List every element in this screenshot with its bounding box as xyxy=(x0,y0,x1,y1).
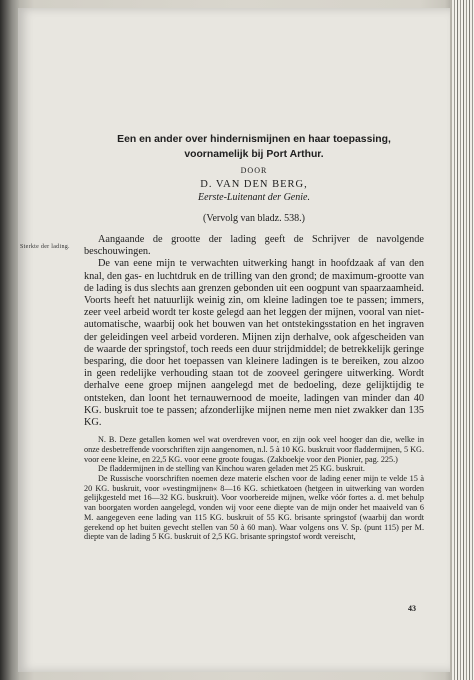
continuation-note: (Vervolg van bladz. 538.) xyxy=(203,213,305,224)
title-line-2: voornamelijk bij Port Arthur. xyxy=(184,149,324,160)
footnote: N. B. Deze getallen komen wel wat overdreven voor, en zijn ook veel hooger dan die, welke in onze desbetreffende voorschriften zijn aangenomen, n.l. 5 à 10 KG. buskruit voor fladdermijnen, 5 KG. voor eene kleine, en 22,5 KG. voor eene groote fougas. (Zakboekje voor den Pionier, pag. 225.) xyxy=(84,435,424,464)
author-name: D. VAN DEN BERG, xyxy=(200,179,308,190)
paragraph: Aangaande de grootte der lading geeft de Schrijver de navolgende beschouwingen. xyxy=(84,234,424,258)
footnote: De Russische voorschriften noemen deze materie elschen voor de lading eener mijn te velde 15 à 20 KG. buskruit, voor »vestingmijnen« 8—16 KG. schietkatoen (hetgeen in uitwerking van worden gelijkgesteld met 16—32 KG. buskruit). Voor voorbereide mijnen, welke vóór fortes a. d. met behulp van boorgaten worden aangelegd, vonden wij voor eene diepte van de mijn onder het maaiveld van 6 M. aangegeven eene lading van 115 KG. buskruit of 55 KG. brisante springstof (waarbij dan wordt gerekend op het buiten gevecht stellen van 50 à 60 man). Waar volgens ons V. Sp. (punt 115) per M. diepte van de lading 5 KG. buskruit of 2,5 KG. brisante springstof wordt vereischt, xyxy=(84,474,424,542)
article-title xyxy=(84,132,424,162)
author-rank: Eerste-Luitenant der Genie. xyxy=(198,192,310,203)
page-content xyxy=(84,132,424,542)
book-page xyxy=(18,8,450,672)
title-line-1: Een en ander over hindernismijnen en haar toepassing, xyxy=(117,134,391,145)
footnotes xyxy=(84,435,424,542)
margin-note: Sterkte der lading. xyxy=(20,244,70,250)
paragraph: De van eene mijn te verwachten uitwerking hangt in hoofdzaak af van den knal, den gas- en luchtdruk en de trilling van den grond; de maximum-grootte van de lading is dus slechts aan grenzen gebonden uit een oogpunt van spaarzaamheid. Voorts heeft het natuurlijk weinig zin, om kleine ladingen toe te passen; immers, zeer veel arbeid wordt ter koste gelegd aan het leggen der mijnen, vooral van niet-automatische, waarbij ook het bouwen van het ontstekingsstation en het ingraven der geleidingen veel arbeid vorderen. Mijnen zijn derhalve, ook afgescheiden van de waarde der springstof, toch reeds een duur strijdmiddel; de betrekkelijk geringe besparing, die door het toepassen van kleinere ladingen is te bereiken, zou alzoo in geen redelijke verhouding staan tot de zooveel geringere uitwerking. Wordt derhalve eene groep mijnen aangelegd met de bedoeling, deze gelijktijdig te ontsteken, dan loont het ternauwernood de moeite, ladingen van minder dan 40 KG. buskruit toe te passen; afzonderlijke mijnen neme men niet zwakker dan 135 KG. xyxy=(84,258,424,429)
page-edges xyxy=(452,0,474,680)
byline-prefix: DOOR xyxy=(240,166,268,175)
body-text xyxy=(84,234,424,429)
page-number: 43 xyxy=(408,604,416,613)
footnote: De fladdermijnen in de stelling van Kinchou waren geladen met 25 KG. buskruit. xyxy=(98,464,365,474)
